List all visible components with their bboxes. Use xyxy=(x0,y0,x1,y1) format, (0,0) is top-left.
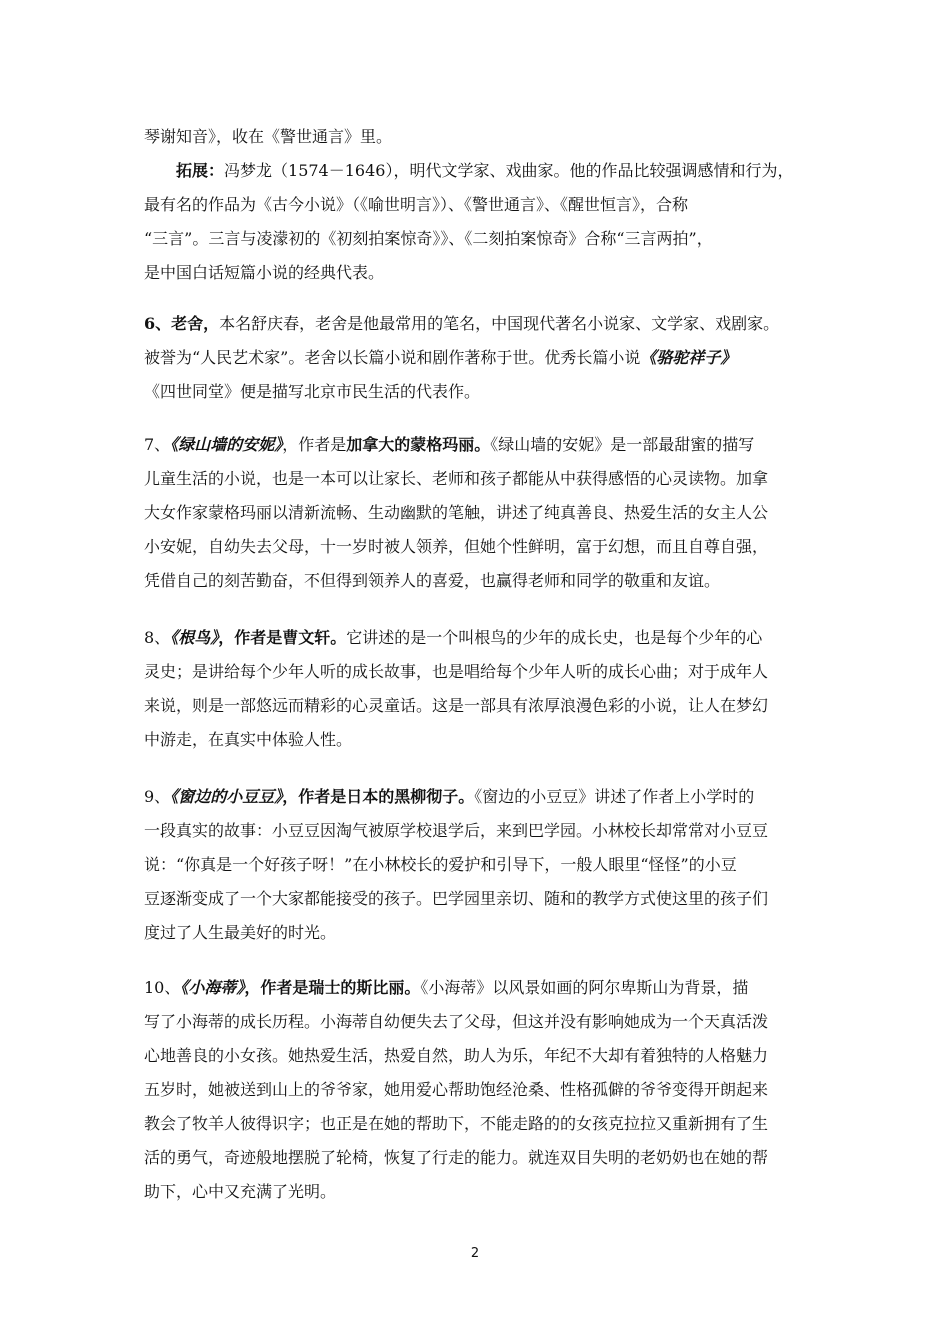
paragraph-anne xyxy=(144,428,824,598)
text-line: 助下，心中又充满了光明。 xyxy=(144,1182,337,1201)
text-line: “三言”。三言与凌濛初的《初刻拍案惊奇》》、《二刻拍案惊奇》合称“三言两拍”， xyxy=(144,229,713,248)
extension-label: 拓展： xyxy=(176,161,225,180)
text-line: 大女作家蒙格玛丽以清新流畅、生动幽默的笔触，讲述了纯真善良、热爱生活的女主人公 xyxy=(144,503,769,522)
text-line: 说：“你真是一个好孩子呀！”在小林校长的爱护和引导下，一般人眼里“怪怪”的小豆 xyxy=(144,855,737,874)
author: ，作者是日本的黑柳彻子。 xyxy=(282,787,475,806)
text-line: 小安妮，自幼失去父母，十一岁时被人领养，但她个性鲜明，富于幻想，而且自尊自强， xyxy=(144,537,769,556)
text-line: 6、老舍，本名舒庆春，老舍是他最常用的笔名，中国现代著名小说家、文学家、戏剧家。 xyxy=(144,314,780,333)
paragraph-laoshe xyxy=(144,307,824,409)
text-line: 拓展：冯梦龙（1574－1646），明代文学家、戏曲家。他的作品比较强调感情和行为， xyxy=(176,161,794,180)
text-line: 儿童生活的小说，也是一本可以让家长、老师和孩子都能从中获得感悟的心灵读物。加拿 xyxy=(144,469,769,488)
text-line: 活的勇气，奇迹般地摆脱了轮椅，恢复了行走的能力。就连双目失明的老奶奶也在她的帮 xyxy=(144,1148,769,1167)
paragraph-heidi xyxy=(144,971,824,1209)
item-number: 9、 xyxy=(144,787,171,806)
text-line: 心地善良的小女孩。她热爱生活，热爱自然，助人为乐，年纪不大却有着独特的人格魅力 xyxy=(144,1046,769,1065)
text-line: 《四世同堂》便是描写北京市民生活的代表作。 xyxy=(144,382,481,401)
paragraph-extension xyxy=(144,154,824,290)
book-title: 《骆驼祥子》 xyxy=(640,348,737,367)
text-line: 一段真实的故事：小豆豆因淘气被原学校退学后，来到巴学园。小林校长却常常对小豆豆 xyxy=(144,821,769,840)
paragraph-totto-chan xyxy=(144,780,824,950)
text-line: 8、《根鸟》，作者是曹文轩。它讲述的是一个叫根鸟的少年的成长史，也是每个少年的心 xyxy=(144,628,763,647)
author: 加拿大的蒙格玛丽。 xyxy=(346,435,491,454)
book-title: 《根鸟》 xyxy=(170,628,219,647)
book-title: 《小海蒂》 xyxy=(180,978,245,997)
text-line: 是中国白话短篇小说的经典代表。 xyxy=(144,263,385,282)
text-line: 10、《小海蒂》，作者是瑞士的斯比丽。《小海蒂》以风景如画的阿尔卑斯山为背景，描 xyxy=(144,978,749,997)
text-line: 教会了牧羊人彼得识字；也正是在她的帮助下，不能走路的的女孩克拉拉又重新拥有了生 xyxy=(144,1114,769,1133)
text-line: 五岁时，她被送到山上的爷爷家，她用爱心帮助饱经沧桑、性格孤僻的爷爷变得开朗起来 xyxy=(144,1080,769,1099)
text-line: 凭借自己的刻苦勤奋，不但得到领养人的喜爱，也赢得老师和同学的敬重和友谊。 xyxy=(144,571,721,590)
text-line: 度过了人生最美好的时光。 xyxy=(144,923,337,942)
text-line: 7、《绿山墙的安妮》，作者是加拿大的蒙格玛丽。《绿山墙的安妮》是一部最甜蜜的描写 xyxy=(144,435,755,454)
paragraph-continued xyxy=(144,120,824,154)
book-title: 《窗边的小豆豆》 xyxy=(170,787,283,806)
author: ，作者是瑞士的斯比丽。 xyxy=(244,978,421,997)
text-line: 来说，则是一部悠远而精彩的心灵童话。这是一部具有浓厚浪漫色彩的小说，让人在梦幻 xyxy=(144,696,769,715)
text-line: 琴谢知音》，收在《警世通言》里。 xyxy=(144,127,393,146)
page-number: 2 xyxy=(470,1246,480,1261)
text-line: 灵史；是讲给每个少年人听的成长故事，也是唱给每个少年人听的成长心曲；对于成年人 xyxy=(144,662,769,681)
text-line: 9、《窗边的小豆豆》，作者是日本的黑柳彻子。《窗边的小豆豆》讲述了作者上小学时的 xyxy=(144,787,755,806)
text-line: 中游走，在真实中体验人性。 xyxy=(144,730,353,749)
text-line: 豆逐渐变成了一个大家都能接受的孩子。巴学园里亲切、随和的教学方式使这里的孩子们 xyxy=(144,889,769,908)
author: ，作者是曹文轩。 xyxy=(218,628,347,647)
text-line: 被誉为“人民艺术家”。老舍以长篇小说和剧作著称于世。优秀长篇小说《骆驼祥子》 xyxy=(144,348,737,367)
item-number: 8、 xyxy=(144,628,171,647)
paragraph-genniao xyxy=(144,621,824,757)
item-number: 10、 xyxy=(144,978,181,997)
item-number: 7、 xyxy=(144,435,171,454)
book-title: 《绿山墙的安妮》 xyxy=(170,435,283,454)
item-heading: 6、老舍， xyxy=(144,314,220,333)
text-line: 写了小海蒂的成长历程。小海蒂自幼便失去了父母，但这并没有影响她成为一个天真活泼 xyxy=(144,1012,769,1031)
text-line: 最有名的作品为《古今小说》（《喻世明言》）、《警世通言》、《醒世恒言》，合称 xyxy=(144,195,689,214)
